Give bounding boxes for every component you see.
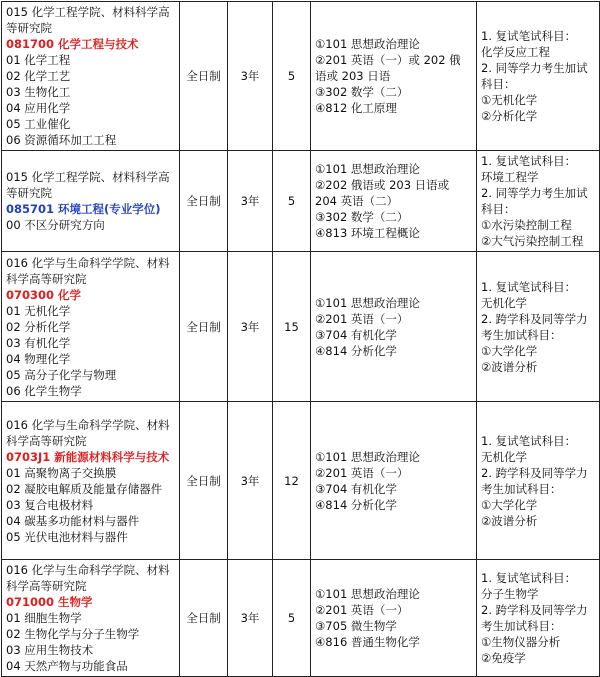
exam-subject: ②202 俄语或 203 日语或 204 英语（二）	[315, 178, 450, 208]
exam-subject: ④816 普通生物化学	[315, 635, 420, 649]
admissions-table	[1, 1, 600, 677]
retest-subjects	[477, 2, 600, 151]
research-direction: 01 细胞生物学	[6, 611, 82, 625]
research-direction: 03 复合电极材料	[6, 497, 94, 512]
research-direction: 04 碳基多功能材料与器件	[6, 513, 140, 528]
major-title: 081700 化学工程与技术	[6, 37, 139, 51]
exam-subject: ①101 思想政治理论	[315, 587, 420, 601]
research-direction: 05 高分子化学与物理	[6, 367, 117, 382]
research-direction: 01 化学工程	[6, 53, 71, 67]
retest-item: ②免疫学	[481, 651, 526, 665]
college-name: 016 化学与生命科学学院、材料科学高等研究院	[6, 563, 170, 593]
exam-subject: ③704 有机化学	[315, 327, 397, 342]
retest-item: 无机化学	[481, 449, 527, 464]
retest-item: 2. 同等学力考生加试科目：	[481, 61, 588, 91]
exam-subject: ①101 思想政治理论	[315, 449, 420, 464]
exam-subject: ②201 英语（一）	[315, 311, 409, 326]
retest-item: 化学反应工程	[481, 45, 550, 59]
retest-item: 无机化学	[481, 295, 527, 310]
exam-subject: ③302 数学（二）	[315, 85, 409, 99]
program-years: 3年	[228, 402, 273, 560]
retest-item: 1. 复试笔试科目：	[481, 279, 577, 294]
research-direction: 04 物理化学	[6, 351, 71, 366]
enrollment-count: 12	[273, 402, 311, 560]
exam-subject: ③705 微生物学	[315, 619, 397, 633]
major-cell	[2, 560, 180, 677]
major-title: 0703J1 新能源材料科学与技术	[6, 449, 170, 464]
exam-subjects	[311, 560, 477, 677]
retest-item: ①水污染控制工程	[481, 218, 572, 232]
exam-subject: ③302 数学（二）	[315, 210, 409, 224]
exam-subject: ②201 英语（一）	[315, 603, 409, 617]
research-direction: 06 化学生物学	[6, 383, 82, 398]
research-direction: 03 有机化学	[6, 335, 71, 350]
research-direction: 00 不区分研究方向	[6, 218, 105, 232]
retest-item: 2. 跨学科及同等学力考生加试科目：	[481, 465, 588, 496]
major-cell	[2, 2, 180, 151]
program-years: 3年	[228, 151, 273, 252]
table-row	[2, 402, 600, 560]
research-direction: 05 光伏电池材料与器件	[6, 529, 128, 544]
retest-item: 1. 复试笔试科目：	[481, 433, 577, 448]
retest-item: 1. 复试笔试科目：	[481, 571, 577, 585]
exam-subject: ③704 有机化学	[315, 481, 397, 496]
retest-item: 分子生物学	[481, 587, 539, 601]
retest-item: 1. 复试笔试科目：	[481, 29, 577, 43]
research-direction: 02 生物化学与分子生物学	[6, 627, 140, 641]
exam-subject: ①101 思想政治理论	[315, 37, 420, 51]
research-direction: 01 高聚物离子交换膜	[6, 465, 117, 480]
major-cell	[2, 151, 180, 252]
exam-subject: ④813 环境工程概论	[315, 226, 420, 240]
enrollment-count: 5	[273, 560, 311, 677]
research-direction: 03 应用生物技术	[6, 643, 94, 657]
research-direction: 02 分析化学	[6, 319, 71, 334]
enrollment-count: 5	[273, 151, 311, 252]
retest-subjects	[477, 560, 600, 677]
retest-item: ①生物仪器分析	[481, 635, 561, 649]
major-title: 071000 生物学	[6, 595, 93, 609]
exam-subject: ①101 思想政治理论	[315, 162, 420, 176]
study-mode: 全日制	[180, 560, 228, 677]
retest-item: ②大气污染控制工程	[481, 234, 584, 248]
exam-subject: ②201 英语（一）或 202 俄语或 203 日语	[315, 53, 461, 83]
table-row	[2, 252, 600, 402]
exam-subjects	[311, 402, 477, 560]
retest-item: 环境工程学	[481, 170, 539, 184]
major-cell	[2, 402, 180, 560]
table-body	[2, 2, 600, 677]
retest-item: ①大学化学	[481, 343, 538, 358]
retest-subjects	[477, 402, 600, 560]
retest-item: ②波谱分析	[481, 513, 538, 528]
major-cell	[2, 252, 180, 402]
retest-subjects	[477, 252, 600, 402]
table-row	[2, 2, 600, 151]
retest-item: 2. 跨学科及同等学力考生加试科目：	[481, 311, 588, 342]
study-mode: 全日制	[180, 2, 228, 151]
study-mode: 全日制	[180, 402, 228, 560]
table-row	[2, 151, 600, 252]
major-title: 070300 化学	[6, 287, 82, 302]
retest-item: 1. 复试笔试科目：	[481, 154, 577, 168]
major-title: 085701 环境工程(专业学位)	[6, 202, 161, 216]
exam-subject: ④814 分析化学	[315, 497, 397, 512]
college-name: 015 化学工程学院、材料科学高等研究院	[6, 5, 170, 35]
table-row	[2, 560, 600, 677]
research-direction: 04 天然产物与功能食品	[6, 659, 128, 673]
research-direction: 05 工业催化	[6, 117, 71, 131]
program-years: 3年	[228, 560, 273, 677]
retest-item: ②分析化学	[481, 109, 538, 123]
exam-subjects	[311, 2, 477, 151]
enrollment-count: 15	[273, 252, 311, 402]
retest-item: ②波谱分析	[481, 359, 538, 374]
retest-item: ①无机化学	[481, 93, 538, 107]
college-name: 016 化学与生命科学学院、材料科学高等研究院	[6, 255, 170, 286]
retest-item: 2. 同等学力考生加试科目：	[481, 186, 588, 216]
research-direction: 06 资源循环加工工程	[6, 133, 117, 147]
research-direction: 04 应用化学	[6, 101, 71, 115]
study-mode: 全日制	[180, 151, 228, 252]
research-direction: 01 无机化学	[6, 303, 71, 318]
research-direction: 02 凝胶电解质及能量存储器件	[6, 481, 163, 496]
exam-subjects	[311, 252, 477, 402]
exam-subject: ②201 英语（一）	[315, 465, 409, 480]
retest-subjects	[477, 151, 600, 252]
exam-subject: ④814 分析化学	[315, 343, 397, 358]
exam-subject: ①101 思想政治理论	[315, 295, 420, 310]
college-name: 016 化学与生命科学学院、材料科学高等研究院	[6, 417, 170, 448]
exam-subject: ④812 化工原理	[315, 101, 397, 115]
retest-item: ①大学化学	[481, 497, 538, 512]
retest-item: 2. 跨学科及同等学力考生加试科目：	[481, 603, 588, 633]
research-direction: 02 化学工艺	[6, 69, 71, 83]
study-mode: 全日制	[180, 252, 228, 402]
college-name: 015 化学工程学院、材料科学高等研究院	[6, 170, 170, 200]
program-years: 3年	[228, 252, 273, 402]
exam-subjects	[311, 151, 477, 252]
research-direction: 03 生物化工	[6, 85, 71, 99]
program-years: 3年	[228, 2, 273, 151]
enrollment-count: 5	[273, 2, 311, 151]
